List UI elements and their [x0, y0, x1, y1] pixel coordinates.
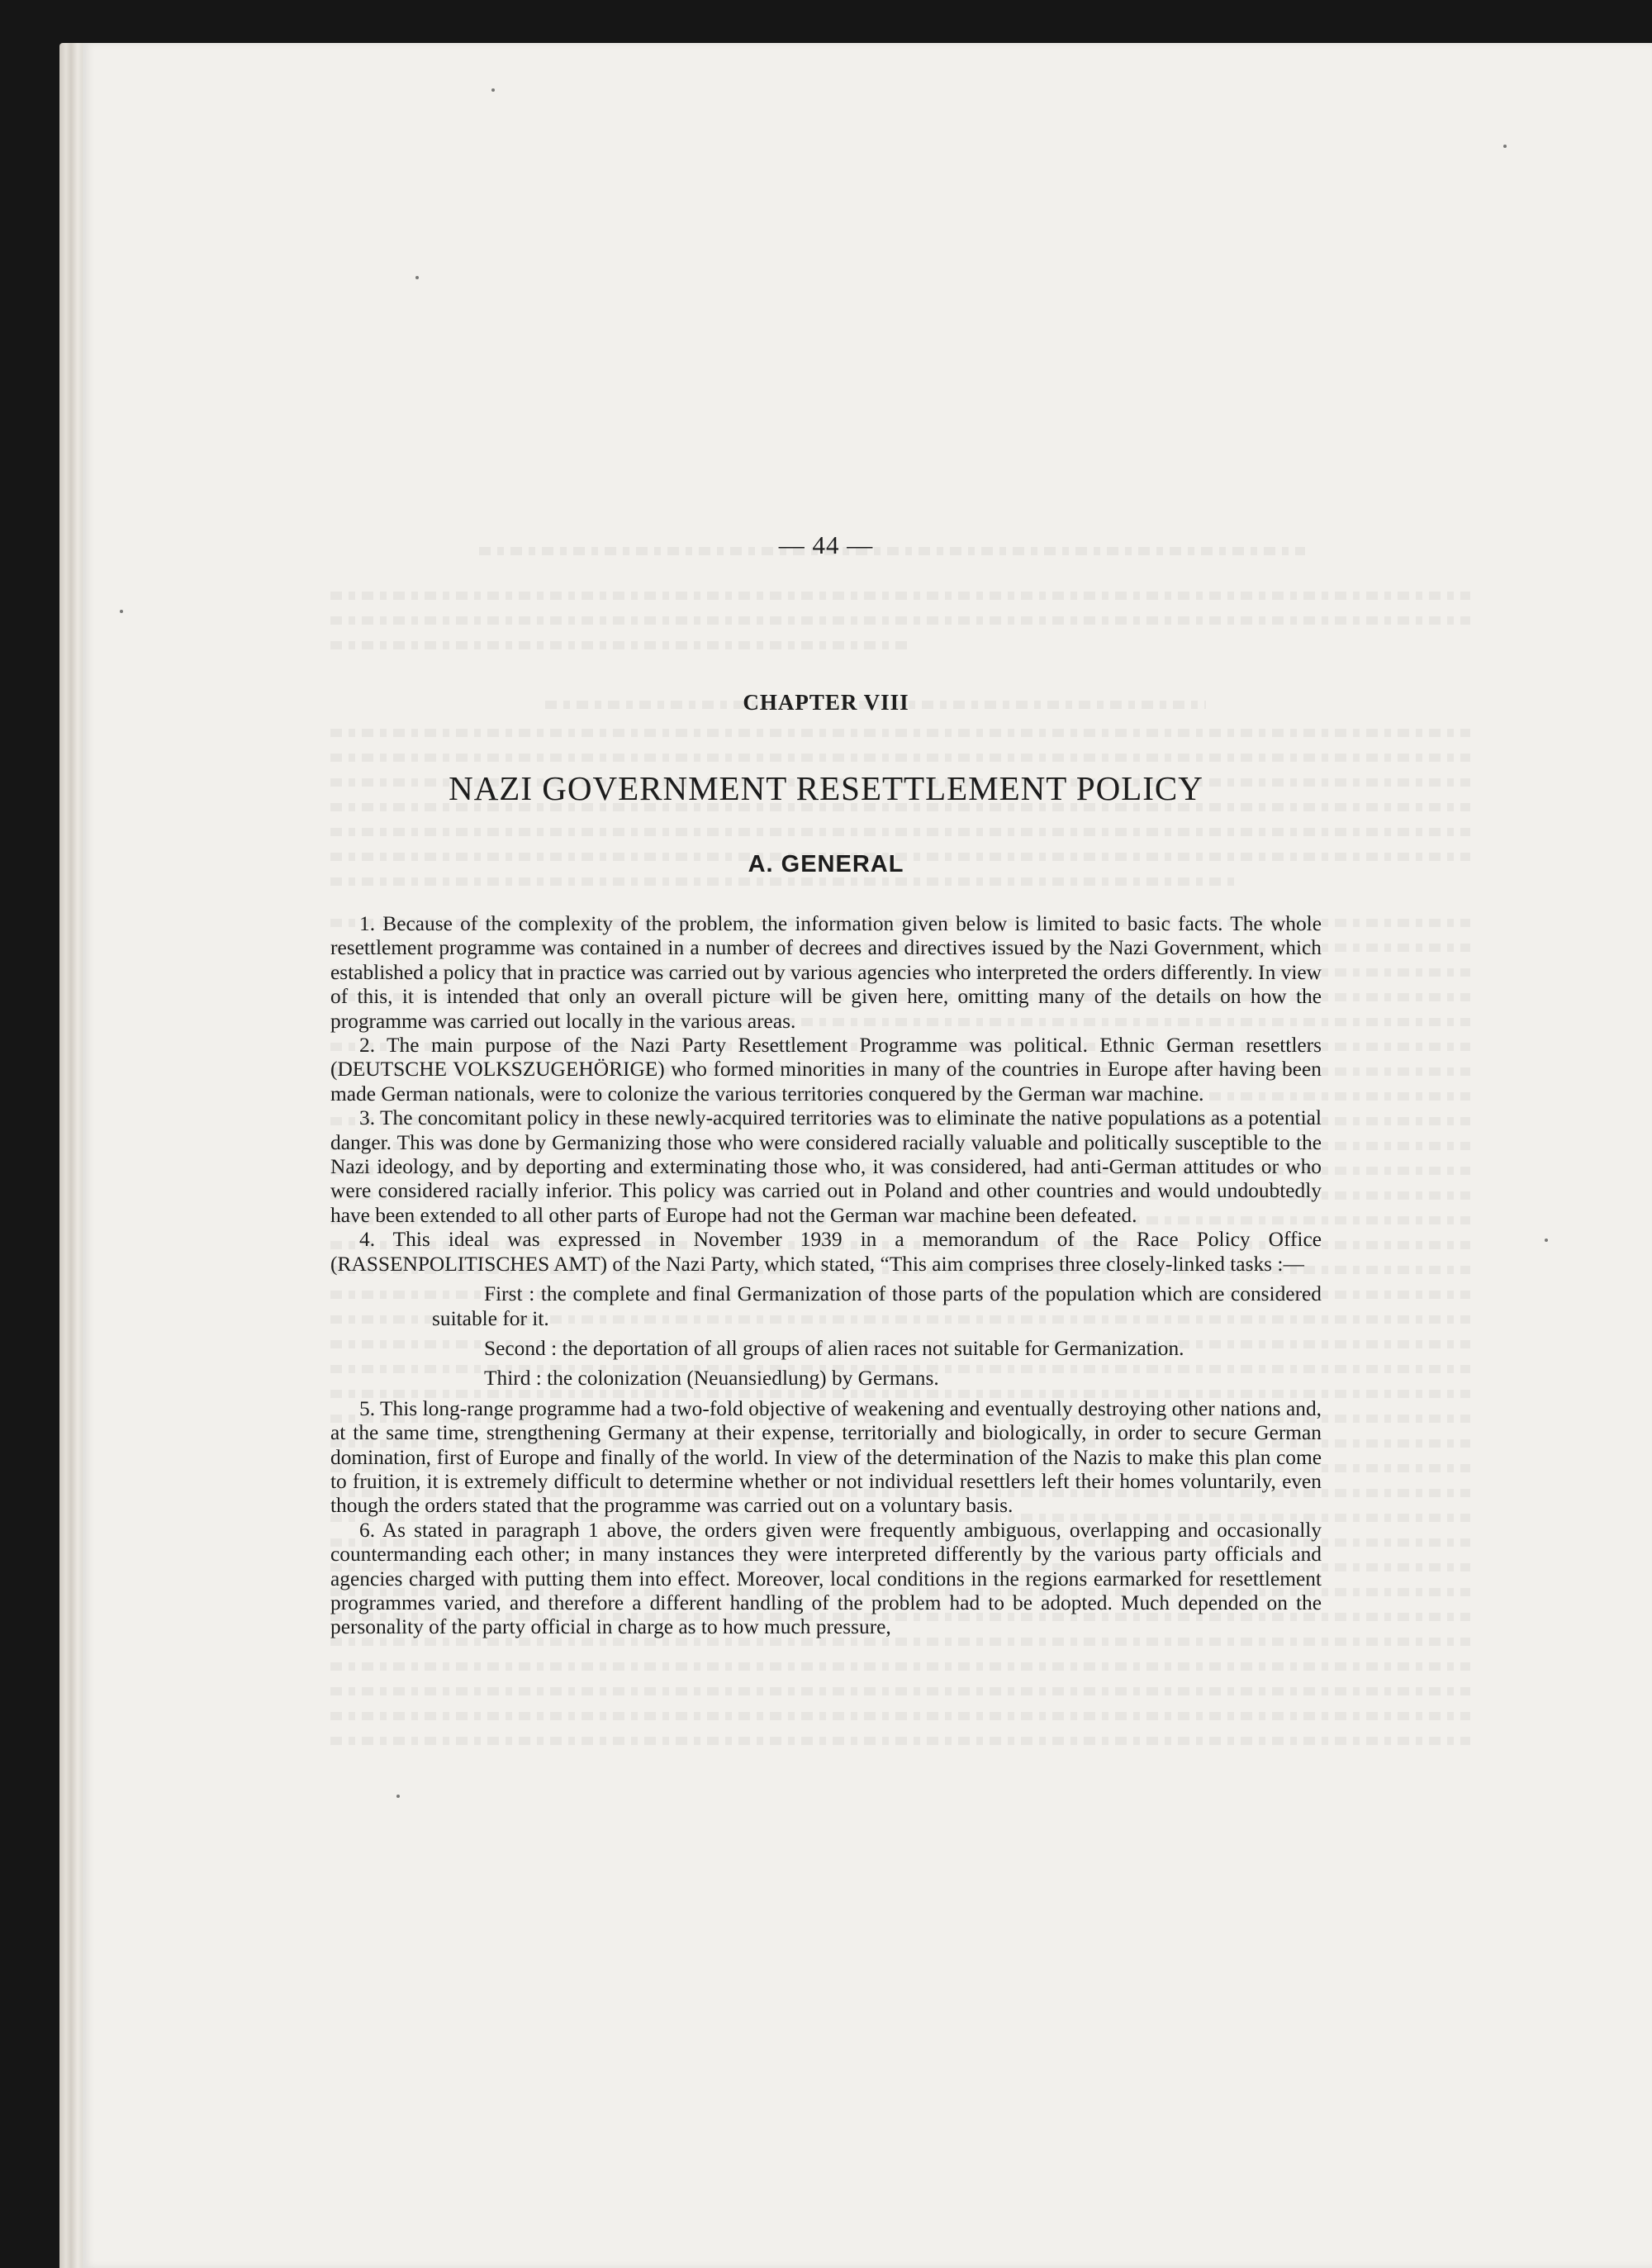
document-page [83, 43, 1652, 2268]
paragraph-6: 6. As stated in paragraph 1 above, the orders given were frequently ambiguous, overlapping and occasionally countermanding each other; in many instances they were interpreted differently by the various party officials and agencies charged with putting them into effect. Moreover, local conditions in the regions earmarked for resettlement programmes varied, and therefore a different handling of the problem had to be adopted. Much depended on the personality of the party official in charge as to how much pressure, [330, 1518, 1322, 1639]
dust-speck [415, 276, 419, 279]
dust-speck [1503, 145, 1507, 148]
task-third: Third : the colonization (Neuansiedlung) by Germans. [484, 1367, 939, 1391]
dust-speck [120, 610, 123, 613]
chapter-heading: CHAPTER VIII [743, 690, 909, 715]
dust-speck [491, 88, 495, 92]
task-second: Second : the deportation of all groups of alien races not suitable for Germanization. [484, 1336, 1184, 1360]
chapter-title: NAZI GOVERNMENT RESETTLEMENT POLICY [449, 769, 1203, 807]
paragraph-1: 1. Because of the complexity of the problem, the information given below is limited to basic facts. The whole resettlement programme was contained in a number of decrees and directives issued by the Nazi Government, which established a policy that in practice was carried out by various agencies who interpreted the orders differently. In view of this, it is intended that only an overall picture will be given here, omitting many of the details on how the programme was carried out locally in the various areas. [330, 912, 1322, 1033]
body-text [330, 912, 1322, 1640]
paragraph-2: 2. The main purpose of the Nazi Party Resettlement Programme was political. Ethnic German resettlers (DEUTSCHE VOLKSZUGEHÖRIGE) who formed minorities in many of the countries in Europe after having been made German nationals, were to colonize the various territories conquered by the German war machine. [330, 1034, 1322, 1105]
paragraph-4: 4. This ideal was expressed in November 1939 in a memorandum of the Race Policy Office (RASSENPOLITISCHES AMT) of the Nazi Party, which stated, “This aim comprises three closely-linked tasks :— [330, 1228, 1322, 1276]
dust-speck [1545, 1239, 1548, 1242]
task-first: First : the complete and final Germanization of those parts of the population which are considered suitable for it. [432, 1282, 1322, 1330]
section-heading: A. GENERAL [748, 851, 904, 877]
paragraph-5: 5. This long-range programme had a two-fold objective of weakening and eventually destroying other nations and, at the same time, strengthening Germany at their expense, territorially and biologically, in order to secure German domination, first of Europe and finally of the world. In view of the determination of the Nazis to make this plan come to fruition, it is extremely difficult to determine whether or not individual resettlers left their homes voluntarily, even though the orders stated that the programme was carried out on a voluntary basis. [330, 1396, 1322, 1518]
paragraph-3: 3. The concomitant policy in these newly-acquired territories was to eliminate the native populations as a potential danger. This was done by Germanizing those who were considered racially valuable and politically susceptible to the Nazi ideology, and by deporting and exterminating those who, it was considered, had anti-German attitudes or who were considered racially inferior. This policy was carried out in Poland and other countries and would undoubtedly have been extended to all other parts of Europe had not the German war machine been defeated. [330, 1106, 1322, 1227]
page-number: — 44 — [778, 530, 874, 559]
dust-speck [396, 1795, 400, 1798]
